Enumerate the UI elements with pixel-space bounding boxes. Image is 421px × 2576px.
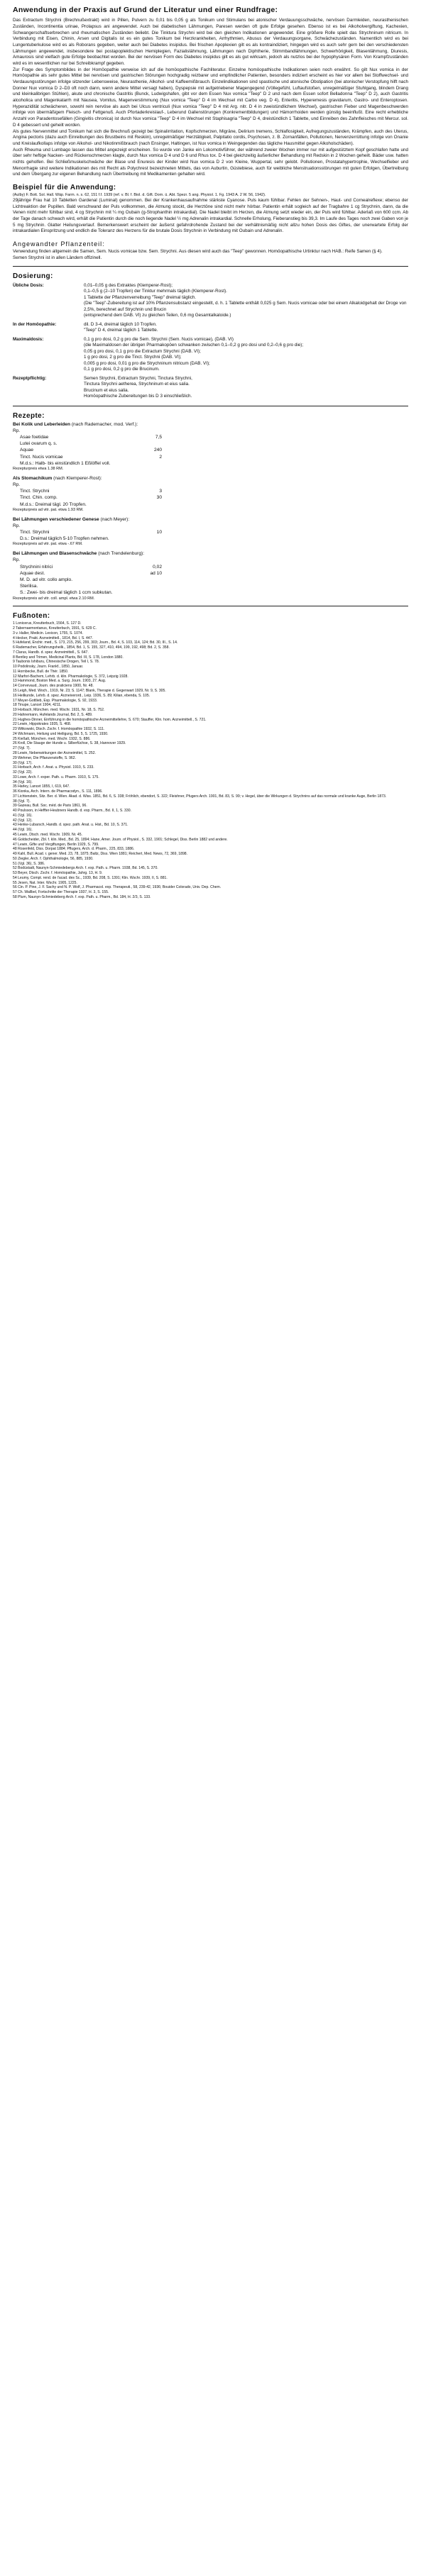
- footnote: 16 Heilkunde, Lehrb. d. spez. Arzneiverord., Leip. 1936, S. 89; Kilian, ebenda, S. 105.: [13, 693, 151, 698]
- footnote: 55 Jesen, Nat. Inter. Wschr. 1905, 1225.: [13, 880, 77, 885]
- recipe-title: [13, 516, 408, 523]
- divider: [13, 266, 408, 267]
- footnote: 56 Cin. P. Pine, J. F. Sachy und N. P. Wolf, J. Pharmacol. exp. Therapeuti., 58, 239-42, 1936; Bouider Colorado, Univ. Dep. Chem.: [13, 885, 222, 890]
- dosage-line: 0,1 g pro dosi, 0,2 g pro die Brucinum.: [84, 367, 160, 372]
- plant-text-2: Semen Strychni ist in allen Ländern offizinell.: [13, 255, 102, 260]
- dosage-row: [13, 374, 408, 401]
- footnote: 19 Horbach, München. med. Wschr. 1931, Nr. 18, S. 752.: [13, 708, 105, 713]
- intro-paragraph: Zur Frage des Symptombildes in der Homöopathie verweise ich auf die homöopathische Fachliteratur. Einzelne homöopathische Indikationen seien noch erwähnt. So gilt Nux vomica in der Homöopathie als sehr gutes Mittel bei nervösen und gastrischen Störungen hochgradig reizbarer und empfindlicher Patienten, besonders indiziert erscheint es hier vor allem bei Stoffwechsel- und Verdauungsstörungen infolge sitzender Lebensweise, Neurasthenie, Alkohol- und Kaffeemißbrauch. Einzelindikationen sind spastische und atonische Obstipation (bei atonischer Verstopfung hilft nach Donner Nux vomica D 2–D3 oft noch dann, wenn andere Mittel versagt haben), Dyspepsie mit aufgetriebener Magengegend (Völlegefühl, Luftaufstoßen, unregelmäßiger Stuhlgang, blindem Drang und kleinkalibrigen Stühlen), akute und chronische Gastritis (Bunck, Ludwigshafen, gibt vor dem Essen Nux vomica "Teep" D 2 und nach dem Essen sofort Belladonna "Teep" D 2), auch Gastritis alcoholica und Magenkatarrh mit Nausea, Vomitus, Magenverstimmung (Nux vomica "Teep" D 4 im Wechsel mit Carbo veg. D 4), Enteritis, Hyperemesis gravidarum, Gastro- und Enteroptosen. Hyperazidität schwächeren, sowohl rein nervöse als auch bei Ulcus ventriculi (Nux vomica "Teep" D 4 mit Arg. nitr. D 4 in zweistündlichem Wechsel), gastrischen Fieber und Magenbeschwerden infolge von übermäßigem Fleisch- und Fettgenuß. Auch Pfortaderkreislauf-, Leberund Gallenstörungen (Konkrementbildungen) und Hämorrhoiden werden günstig beeinflußt. Eine recht erhebliche Anzahl von Paradentosefällen (Gingivitis chronica) ist durch Nux vomica "Teep" D 4 im Wechsel mit Staphisagria "Teep" D 4, dreistündlich 1 Tablette, und Einreiben des Zahnfleisches mit Mercur. sol. D 4 gebessert und geheilt worden.: [13, 67, 408, 128]
- footnote: 18 Tinupe, Lancet 1904, 4211.: [13, 703, 62, 708]
- dosage-line: 0,1–0,5 g (2–10 Tropfen) der Tinktur mehrmals täglich (Klemperer-Rost).: [84, 289, 227, 294]
- recipe-rp: Rp.: [13, 557, 21, 563]
- footnote: 29 Wehmer, Die Pflanzenstoffe, S. 962.: [13, 755, 77, 760]
- recipe: [13, 550, 408, 601]
- footnote: 10 Podolinsky, Journ. Frankf., 1850, Januar.: [13, 665, 84, 670]
- recipe-title: [13, 475, 408, 482]
- ingredient-name: Aquae dest.: [20, 570, 45, 576]
- footnote: 15 Leigh, Med. Woch., 1919, Nr. 23; S. 1147; Blank, Therapie d. Gegenwart 1929, Nr. 9, S. 305.: [13, 689, 166, 694]
- ingredient-amount: [72, 577, 108, 583]
- footnote: 9 Taubonis Ishiburu, Chinesische Drogen, Teil I, S. 78.: [13, 660, 100, 665]
- ingredient-amount: 30: [156, 495, 162, 501]
- dosage-value: [84, 374, 408, 401]
- ingredient-name: Tinct. Strychni: [20, 489, 50, 494]
- footnote: 46 Goldscheider, Zbl. f. klin. Med., Bd. 25, 1894; Hane, Amer. Journ. of Physiol., S. 332, 1901; Schlegel, Diss. Berlin 1882 und andere.: [13, 837, 228, 842]
- ingredient-amount: [38, 583, 73, 589]
- ingredient-name: Asae foetidae: [20, 434, 49, 440]
- dosage-value: [84, 282, 408, 321]
- recipe-title-note: (nach Meyer):: [99, 516, 130, 522]
- recipe-ingredient: [13, 454, 408, 460]
- dosage-line: (Die "Teep"-Zubereitung ist auf 10% Pflanzensubstanz eingestellt, d. h. 1 Tablette enthält 0,025 g Sem. Nucis vomicae oder bei einem Alkaloidgehalt der Droge von 2,5%, berechnet auf Strychnin und Brucin: [84, 301, 407, 312]
- ingredient-name: M.d.s.: Halb- bis einstündlich 1 Eßlöffel voll.: [20, 460, 111, 466]
- footnote: 48 Rosenfeld, Diss. Dorpat 1884; Pflugers, Arch. d. Pharm., 225, 833, 1886.: [13, 847, 135, 852]
- recipe-rp: Rp.: [13, 428, 21, 433]
- ingredient-name: Sterilisa.: [20, 584, 38, 589]
- footnote: 13 Hammond, Boston Med. a. Surg. Journ. 1903, 27. Aug.: [13, 679, 106, 684]
- ingredient-name: M. D. ad vitr. collo amplo.: [20, 577, 73, 582]
- footnote: 42 (Vgl. 12).: [13, 818, 33, 823]
- dosage-line: 0,1 g pro dosi, 0,2 g pro die Sem. Strychni (Sem. Nucis vomicae), (DAB. VI): [84, 336, 234, 342]
- footnote: 50 Ziegler, Arch. f. Ophthalmologie, 56, 885, 1930.: [13, 856, 94, 861]
- dosage-line: 1 Tablette der Pflanzenverreibung "Teep" dreimal täglich.: [84, 294, 197, 300]
- ingredient-amount: [87, 501, 122, 508]
- footnote: 11 Hornbecke, Bull. de Thér. 1850.: [13, 669, 69, 674]
- footnote: 24 Wichmann, Heilung und Heiligung, Bd. 5, S. 1725, 1930.: [13, 731, 109, 736]
- footnote: 1 Lonicerus, Kreutterbuch, 1564, S. 127 D.: [13, 621, 82, 626]
- footnote: 49 Kahl, Bull. Acad. r. gener. Med. 23, 78, 1875; Baltz, Diss. Wien 1881; Reichert, Med. News, 72, 369, 1898.: [13, 852, 188, 857]
- footnote: 41 (Vgl. 16).: [13, 813, 33, 818]
- footnote: 32 (Vgl. 22).: [13, 770, 33, 775]
- dosage-row: [13, 282, 408, 321]
- ingredient-amount: 3: [159, 489, 162, 494]
- ingredient-name: Tinct. Chin. comp.: [20, 495, 58, 501]
- footnote: 57 Ch. Wallbel, Fortschritte der Therapie 1937, H. 3, S. 155.: [13, 890, 109, 895]
- page-title: Anwendung in der Praxis auf Grund der Literatur und einer Rundfrage:: [13, 6, 278, 14]
- footnote: 44 (Vgl. 16).: [13, 828, 33, 833]
- recipe-title-note: (nach Klemperer-Rost):: [52, 475, 102, 481]
- ingredient-name: Lutei ovarum q. s.: [20, 441, 58, 447]
- recipe-ingredient: [13, 494, 408, 501]
- footnote: 2 Tabernaemontanus, Kreutterbuch, 1591, S. 629 C.: [13, 626, 97, 631]
- recipe-ingredient: [13, 529, 408, 535]
- footnote: 30 (Vgl. 17).: [13, 760, 33, 765]
- recipes-heading: Rezepte:: [13, 411, 45, 420]
- footnote: 35 Harley, Lancet 1855, I, 619, 647.: [13, 784, 70, 789]
- dosage-table: [13, 282, 408, 401]
- footnotes-list: [13, 621, 408, 899]
- footnote: 36 Kionka, Arch. Intern. de Pharmacodyn., S. 111, 1896.: [13, 789, 103, 794]
- footnote: 33 Lowe, Arch. f. exper. Path. u. Pharm. 1910, S. 175.: [13, 775, 99, 779]
- dosage-line: Semen Strychni, Extractum Strychni, Tinctura Strychni,: [84, 375, 192, 381]
- recipe-ingredient: [13, 488, 408, 494]
- footnotes-heading: Fußnoten:: [13, 612, 50, 621]
- dosage-key: Übliche Dosis:: [13, 282, 44, 288]
- dosage-value: [84, 335, 408, 374]
- recipe-title-note: (nach Rademacher, mod. Verf.):: [70, 421, 138, 427]
- intro-paragraph: Als gutes Nervenmittel und Tonikum hat sich die Brechnuß gezeigt bei Spinalirritation, Kopfschmerzen, Migräne, Delirium tremens, Schlaflosigkeit, Aufregungszuständen, Krämpfen, auch des Uterus, Angina pectoris (dazu auch Einreibungen des Brustbeins mit Reskiin), unregelmäßiger Herztätigkeit, Palpitatio cordis, Psychosen, z. B. Zornanfällen, Pollutionen, Nervenzerrüttung infolge von Onanie und Kreislaufkollaps infolge von Alkohol- und Nikotinmißbrauch (nach Ensinger, Haltingen, ist Nux vomica in Weingegenden das tägliche Hausmittel gegen Alkoholschäden).: [13, 128, 408, 146]
- footnote: 38 (Vgl. 7).: [13, 799, 31, 804]
- footnote: 54 Leumy, Compt. rend. de l'acad. des Sc., 1939, Bd. 208, S. 1391; Klin. Wschr. 1939, II, S. 881.: [13, 875, 168, 880]
- dosage-line: (entsprechend dem DAB. VI) zu gleichen Teilen, 0,6 mg Gesamtalkaloide.): [84, 313, 231, 318]
- footnote: 20 Hahnemann, Hufelands Journal, Bd. 2, S. 489.: [13, 712, 93, 717]
- footnote: 40 Poulsson, in Heffter-Heubners Handb. d. exp. Pharm., Bd. II, 1, S. 330.: [13, 809, 131, 814]
- footnote: 45 Lewin, Dtsch. med. Wschr. 1909, Nr. 45.: [13, 832, 82, 837]
- recipe-ingredient: [13, 447, 408, 453]
- recipe-rp: Rp.: [13, 523, 21, 528]
- recipe-title-bold: Bei Kolik und Leberleiden: [13, 421, 70, 427]
- dosage-value: [84, 321, 408, 335]
- recipe-ingredient: [13, 535, 408, 542]
- ingredient-name: Tinct. Strychni: [20, 529, 50, 535]
- dosage-line: Homöopathische Zubereitungen bis D 3 einschließlich.: [84, 394, 192, 399]
- recipe: [13, 421, 408, 472]
- footnote: 27 (Vgl. 7).: [13, 746, 31, 751]
- recipe-ingredient: [13, 589, 408, 596]
- dosage-line: dil. D 3-4, dreimal täglich 10 Tropfen.: [84, 321, 157, 327]
- dosage-line: Brucinum et eius salia.: [84, 387, 129, 393]
- recipe-ingredient: [13, 583, 408, 589]
- intro-paragraph: Auch Rheuma und Lumbago lassen das Mittel angezeigt erscheinen. So wurde von Janke ein Lokomotivführer, der während zweier Wochen immer nur mit aufgestütztem Kopf geschlafen hatte und über sehr heftige Nacken- und Rückenschmerzen klagte, durch Nux vomica D 4 und D 6 und Rhus tox. D 4 bei gleichzeitig äußerlicher Behandlung mit Redskin in 2 Wochen geheilt. Bäder usw. hatten nichts geholfen. Bei Schließmuskelschwäche der Blase und Enuresis der Kinder wird Nux vomica D 2 von Kleine, Wuppertal, sehr gelobt. Pollutionen, Prostatahypertrophie, Wechselfieber und Menorrhagie sind weitere Indikationen des mit Recht als Polychrest bezeichneten Mittels, das von Auburtin, Güstebiese, auch für weibliche Menstruationsstörungen mit guten Erfolgen, Übertreibung und dem Übergang zur eigenen Behandlung nach Übertreibung mit Medikamenten gehalten wird.: [13, 147, 408, 177]
- recipe-title: [13, 550, 408, 557]
- ingredient-name: Aquae: [20, 448, 34, 453]
- ingredient-amount: [112, 589, 148, 596]
- footnote: 17 Meyer-Gottlieb, Exp. Pharmakologie, S. 92, 1933.: [13, 698, 98, 703]
- footnote: 6 Rademacher, Erfahrungsheilk., 1854, Bd. 1, S. 155, 327, 410, 494, 199, 192, 498; Bd. 2, S. 358.: [13, 645, 170, 650]
- dosage-line: (die Maximaldosen der übrigen Pharmakopöen schwanken zwischen 0,1–0,2 g pro dosi und 0,2–0,6 g pro die);: [84, 343, 304, 348]
- footnote: 31 Horbach, Arch. f. Anat. u. Physiol. 1910, S. 233.: [13, 765, 94, 770]
- recipe-title-note: (nach Trendelenburg):: [97, 551, 145, 557]
- ingredient-amount: 2: [159, 454, 162, 460]
- recipe-ingredient: [13, 564, 408, 570]
- intro-section: [13, 18, 408, 178]
- plant-text: Verwendung finden allgemein die Samen, Sem. Nucis vomicae bzw. Sem. Strychni. Aus diesen wird auch das "Teep" gewonnen. Homöopathische Urtinktur nach HAB.: Reife Samen (§ 4).: [13, 249, 383, 255]
- ingredient-name: Tinct. Nucis vomicae: [20, 454, 63, 460]
- plant-heading: Angewandter Pflanzenteil:: [13, 240, 105, 248]
- dosage-key: Maximaldosis:: [13, 336, 44, 342]
- footnote: 3 v. Haller, Medicin. Lexicon, 1755, S. 1074.: [13, 631, 84, 635]
- footnote: 52 Bodüstadt, Naunyn-Schmiedebergs Arch. f. exp. Path. u. Pharm. 1938, Bd. 145, S. 370.: [13, 866, 158, 871]
- dosage-row: [13, 335, 408, 374]
- recipe-title-bold: Bei Lähmungen verschiedener Genese: [13, 516, 99, 522]
- recipe-rp: Rp.: [13, 482, 21, 487]
- footnote: 28 Lewin, Nebenwirkungen der Arzneimittel, S. 252.: [13, 750, 96, 755]
- recipe-ingredient: [13, 460, 408, 467]
- ingredient-name: Strychnini nitrici: [20, 564, 53, 570]
- dosage-key: In der Homöopathie:: [13, 321, 57, 327]
- dosage-line: 0,005 g pro dosi, 0,01 g pro die Strychninum nitricum (DAB. VI);: [84, 360, 210, 366]
- recipes-section: [13, 421, 408, 602]
- recipe-ingredient: [13, 570, 408, 577]
- recipe-title: [13, 421, 408, 428]
- dosage-line: "Teep" D 4, dreimal täglich 1 Tablette.: [84, 328, 158, 333]
- ingredient-amount: 7,5: [155, 434, 162, 440]
- footnote: 12 Marfori-Bachem, Lehrb. d. klin. Pharmakologie, S. 372, Leipzig 1928.: [13, 674, 129, 679]
- footnote: 53 Beyer, Dtsch. Zschr. f. Homöopathie, Jahrg. 13, H. 9.: [13, 871, 103, 876]
- recipe-ingredient: [13, 434, 408, 440]
- footnote: 8 Bentley and Trimen, Medicinal Plants, Bd. III, S. 178, London 1880.: [13, 655, 124, 660]
- dosage-line: 1 g pro dosi, 2 g pro die Tinct. Strychni (DAB. VI);: [84, 355, 182, 360]
- footnote: 22 Lewin, Hippokrates 1935, S. 468.: [13, 722, 72, 727]
- recipe: [13, 475, 408, 513]
- ingredient-amount: 0,02: [153, 564, 162, 570]
- recipe-ingredient: [13, 440, 408, 447]
- footnote: 4 Hecker, Prakt. Arzneimittell., 1814, Bd. I, S. 447.: [13, 635, 93, 640]
- footnote: 47 Lewin, Gifte und Vergiftungen, Berlin 1929, S. 799.: [13, 842, 99, 847]
- ingredient-amount: ad 10: [150, 570, 162, 576]
- dosage-row: [13, 321, 408, 335]
- recipe-price: Rezepturpreis ad vitr. pat. etwa 1.93 RM.: [13, 507, 84, 512]
- footnote: 14 Corrvevaud, Journ. des praticiens 1900, Nr. 48.: [13, 684, 94, 689]
- recipe-price: Rezepturpreis etwa 1.38 RM.: [13, 467, 64, 472]
- recipe-title-bold: Als Stomachikum: [13, 475, 53, 481]
- footnote: 5 Hufeland, Enchir. med., S. 173, 215, 256, 299, 303; Journ., Bd. 4, S. 103, 114, 124; Bd. 30, III., S. 14.: [13, 640, 178, 645]
- footnote: 37 Lichtenstein, Sitz. Ber. d. Wien. Akad. d. Wiss. 1851, Bd. 6, S. 338; Fröhlich, ebendort, S. 322; Fleishner, Pfugers Arch. 1901, Bd. 83, S. 99; v. Hegel, über die Wirkungen d. Strychnins auf das normale und kranke Auge, Berlin 1873.: [13, 794, 387, 799]
- ingredient-amount: [109, 535, 145, 542]
- ingredient-name: S.: Zwei- bis dreimal täglich 1 ccm subkutan.: [20, 590, 113, 596]
- footnote: 39 Gazeau, Bull. Soc. méd. de Paris 1861, 96.: [13, 804, 87, 809]
- example-heading: Beispiel für die Anwendung:: [13, 184, 116, 191]
- dosage-key: Rezeptpflichtig:: [13, 375, 47, 381]
- example-text: 29jährige Frau hat 10 Tabletten Gardenal (Luminal) genommen. Bei der Krankenhausaufnahme stärkste Cyanose. Puls kaum fühlbar. Fehlen der Sehnen-, Haut- und Cornealreflexe; ebenso der Lichtreaktion der Pupillen. Bald verschwand der Puls vollkommen, die Atmung stockt, die Herztöne sind nicht mehr hörbar. Patientin erhält sogleich auf der Tragbahre 1 cg Strychnin, dann, da die Venen nicht mehr fühlbar sind, 4 cg Strychnin mit ¼ mg Oubain (g-Strophanthin intrakardial). Die Nadel bleibt im Herzen, die Atmung setzt wieder ein, der Puls wird fühlbar. Aderlaß von 600 ccm. Ab der Tage danach schwach wird, erhält die Patientin durch die noch liegende Nadel ½ mg Adrenalin intrakardial. Schnelle Erholung, Fieberanstieg bis 39,3. Im Laufe des Tages noch zwei Gaben von je 5 mg Strychnin. Glatter Heilungsverlauf. Bemerkenswert erscheint der äußerst gefahrdrohende Zustand bei der verhältnismäßig nicht allzu hohen Dosis des Giftes, der unerwartete Erfolg der intrakardialen Einspritzung und endlich die Toleranz des Herzens für die brutale Dosis Strychnin in Verbindung mit Oubain und Adrenalin.: [13, 198, 408, 234]
- dosage-line: 0,05 g pro dosi, 0,1 g pro die Extractum Strychni (DAB. VI);: [84, 348, 201, 354]
- intro-paragraph: Das Extractum Strychni (Brechnußextrakt) wird in Pillen, Pulvern zu 0,01 bis 0,05 g als Tonikum und Stimulans bei atonischer Verdauungsschwäche, nervösen Darmleiden, neurasthenischen Zuständen, Incontinentia urinae, Prolapsus ani angewendet. Auch bei diabetischen Lähmungen, Paresen werden oft gute Erfolge gesehen. Ebenso ist es bei Alkoholvergiftung, Kachexien, Schwangerschaftserbrechen und rheumatischen Zuständen beliebt. Die Tinktura Strychni wird bei den gleichen Indikationen angewendet. Eine größere Rolle spielt das Strychninum nitricum. In Verbindung mit Eisen, Chinin, Arsen und Digitalis ist es ein gutes Tonikum bei Herzkrankheiten, Arrhythmien, Abusus der Verdauungsorgane, Schwächezuständen. Namentlich wird es bei Lungentuberkulose wird es als Roborans gegeben, weiter auch bei Diabetes insipidus. Bei frischen Apoplexien gilt es als kontraindiziert, hingegen wird es auch sehr gern bei den verschiedensten Lähmungen angewendet, insbesondere bei postapoplektischen Hemiplegien, Fazialislähmung, Lähmungen nach Diphtherie, Stimmbandlähmungen, Schwerhörigkeit, Blasenlähmung, Diuresis, Amaurosis sind vielfach gute Erfolge beobachtet worden. Bei der nervösen Form des Diabetes insipidus gilt es als gut wirksam, jedoch als nutzlos bei der hypophysären Form. Von Krampfzuständen wird es im wesentlichen nur bei Schreibkrampf gegeben.: [13, 18, 408, 66]
- ingredient-amount: [110, 460, 146, 467]
- footnote: 7 Clarus, Handb. d. spez. Arzneimittell., S. 647.: [13, 650, 89, 655]
- ingredient-amount: 10: [156, 529, 162, 535]
- footnote: 34 (Vgl. 16).: [13, 779, 33, 784]
- ingredient-amount: 240: [153, 448, 162, 453]
- recipe: [13, 516, 408, 548]
- recipe-title-bold: Bei Lähmungen und Blasenschwäche: [13, 551, 97, 557]
- ingredient-name: M.d.s.: Dreimal tägl. 20 Tropfen.: [20, 501, 87, 507]
- footnote: 58 Plum, Naunyn-Schmiedeberg Arch. f. exp. Path. u. Pharm., Bd. 184, H. 2/3, S. 133.: [13, 894, 151, 899]
- footnote: 51 (Vgl. 36), S. 386.: [13, 861, 45, 866]
- ingredient-name: D.s.: Dreimal täglich 5-10 Tropfen nehmen.: [20, 536, 109, 542]
- dosage-line: 0,01–0,05 g des Extraktes (Klemperer-Rost);: [84, 282, 173, 288]
- dosage-heading: Dosierung:: [13, 272, 53, 280]
- footnote: 43 Henke-Lubarsch, Handb. d. spez. path. Anat. u. Hist., Bd. 10, S. 371.: [13, 823, 129, 828]
- recipe-price: Rezepturpreis ad vitr. pat. etwa -.67 RM.: [13, 542, 83, 547]
- recipe-ingredient: [13, 501, 408, 508]
- footnote: 21 Hughes-Dinner, Einführung in die homöopathische Arzneimittellehre, S. 670; Stauffer, Klin. hom. Arzneimittell., S. 721.: [13, 717, 207, 722]
- recipe-ingredient: [13, 577, 408, 583]
- dosage-line: Tinctura Strychni aetherea, Strychninum et eius salia.: [84, 382, 190, 387]
- ingredient-amount: [57, 440, 92, 447]
- example-reference: (Aulby) F. Bott. Sol. Hall. Wäp. Farm. n. s. 62, 151 f.f. 1939 (ref. v. Bl. f. Biol. d. Gift. Dorn. ü. Abt. Spezr. 5 ang. Physiol. 1. Fg. 1943 A. 2 W. 56, 1942).: [13, 193, 266, 197]
- recipe-price: Rezepturpreis ad vitr. coll. ampl. etwa 2.10 RM.: [13, 596, 95, 601]
- footnote: 26 Kroll, Die Stauge der Hunde u. Silberfüchse, S. 38, Hannover 1929.: [13, 741, 126, 746]
- footnote: 25 Kießalt, München. med. Wschr. 1932, S. 886.: [13, 736, 91, 741]
- footnote: 23 Witkowski, Dtsch. Zschr. f. Homöopathie 1932, S. 111.: [13, 727, 105, 732]
